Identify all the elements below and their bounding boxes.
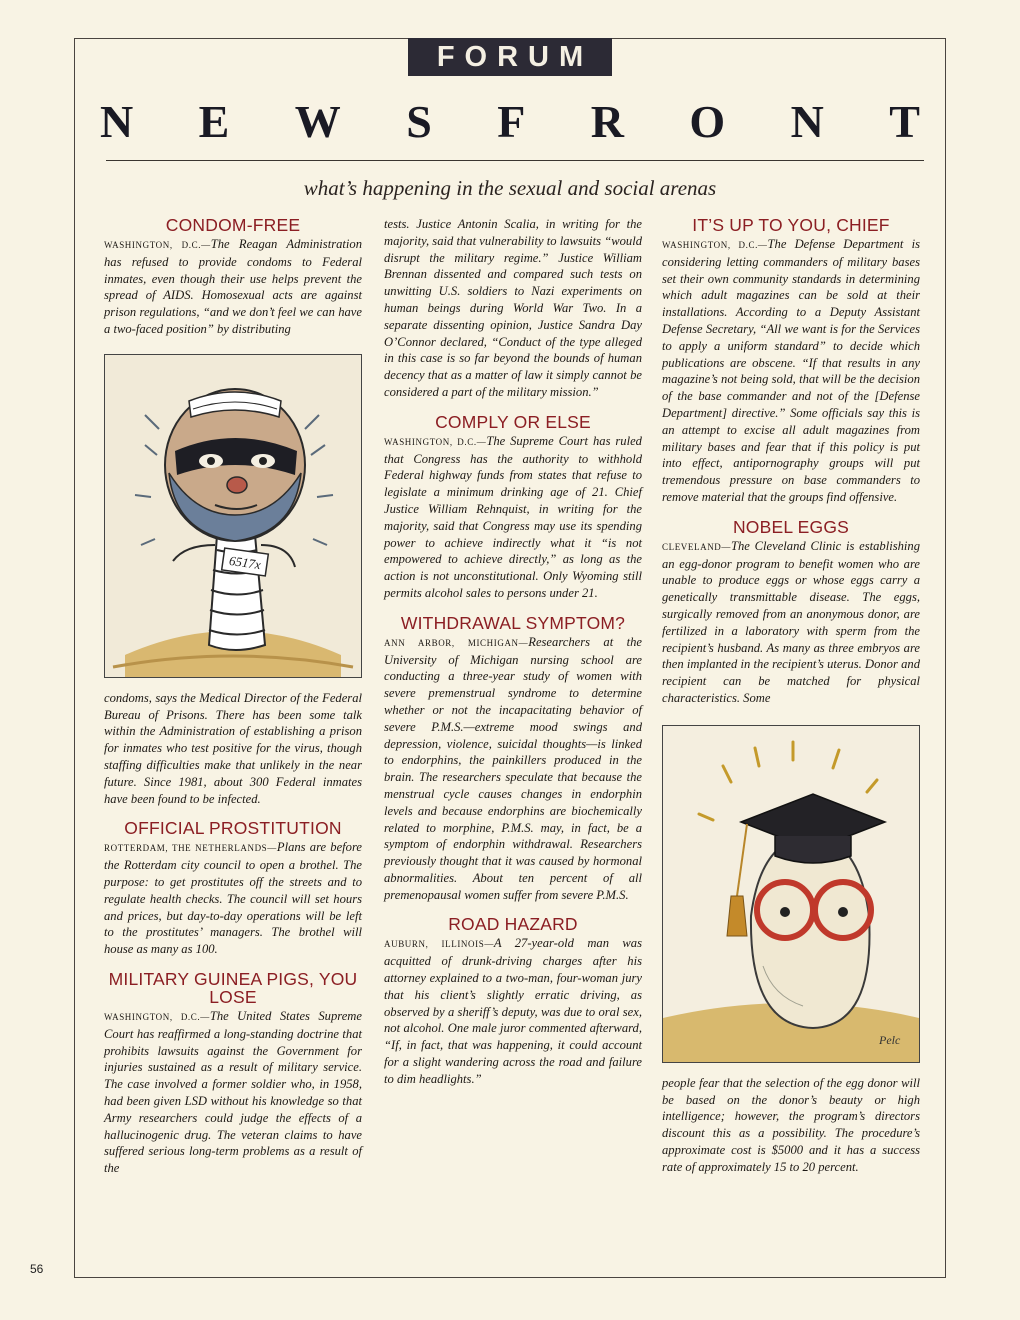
article-body: [104, 1008, 362, 1177]
article-headline: MILITARY GUINEA PIGS, YOU LOSE: [108, 968, 358, 1007]
article-text: The Cleveland Clinic is establishing an egg-donor program to benefit women who are unable to produce eggs or whose eggs carry a genetically transmittable disease. The eggs, surgically removed from an anonymous donor, are fertilized in a laboratory with sperm from the recipient’s husband. As many as three embryos are then implanted in the recipient’s uterus. Donor and recipient can be matched for physical characteristics. Some: [662, 538, 920, 705]
masthead-letter: N: [790, 96, 824, 147]
article-dateline: ANN ARBOR, MICHIGAN—: [384, 637, 529, 648]
article-nobel-eggs-continued: [662, 1075, 920, 1176]
section-badge: FORUM: [408, 38, 612, 76]
article-headline: COMPLY OR ELSE: [435, 411, 591, 432]
masthead-letter: O: [689, 96, 726, 147]
artist-signature: Pelc: [879, 1032, 901, 1047]
column-2: [384, 216, 642, 1100]
article-its-up-to-you-chief: [662, 216, 920, 506]
article-headline: WITHDRAWAL SYMPTOM?: [400, 612, 626, 633]
article-text: The Supreme Court has ruled that Congress has the authority to withhold Federal highway funds from states that refuse to legislate a minimum drinking age of 21. Chief Justice William Rehnquist, in writing for the majority, said that Congress may use its spending power to achieve indirectly what it “is not empowered to achieve directly,” as long as the action is not unconstitutional. Only Wyoming still permits alcohol sales to persons under 21.: [384, 433, 642, 600]
article-condom-free: [104, 216, 362, 338]
article-body: [384, 935, 642, 1087]
article-dateline: WASHINGTON, D.C.—: [384, 436, 487, 447]
article-headline: CONDOM-FREE: [165, 215, 301, 235]
article-dateline: ROTTERDAM, THE NETHERLANDS—: [104, 843, 277, 854]
article-dateline: AUBURN, ILLINOIS—: [384, 939, 494, 950]
egg-drawing: [663, 726, 919, 1062]
article-condom-free-continued: [104, 690, 362, 808]
column-1: [104, 216, 362, 1189]
article-text: The United States Supreme Court has reaffirmed a long-standing doctrine that prohibits lawsuits against the Government for injuries sustained as a result of military service. The case involved a former soldier who, in 1958, had been given LSD without his knowledge so that Army researchers could judge the effects of a hallucinogenic drug. The veteran claims to have suffered serious long-term problems as a result of the: [104, 1008, 362, 1176]
article-text: The Reagan Administration has refused to provide condoms to Federal inmates, even though their use helps prevent the spread of AIDS. Homosexual acts are against prison regulations, “and we don’t feel we can have a two-faced position” by distributing: [104, 237, 362, 336]
egg-illustration: [662, 725, 920, 1063]
article-text: Plans are before the Rotterdam city council to open a brothel. The purpose: to get prostitutes off the streets and to regulate health checks. The council will set hours and prices, but day-to-day operations will be left to the prostitutes’ managers. The brothel will house as many as 100.: [104, 840, 363, 957]
article-dateline: CLEVELAND—: [662, 541, 731, 552]
article-text: A 27-year-old man was acquitted of drunk-driving charges after his attorney explained to a two-man, four-woman jury that his client’s slightly erratic driving, as observed by a sheriff’s deputy, was due to oral sex, not alcohol. One male juror commented afterward, “If, in fact, that was happening, it could account for a slight wandering across the road and failure to dim headlights.”: [384, 936, 642, 1086]
article-headline: OFFICIAL PROSTITUTION: [124, 818, 342, 839]
article-text: The Defense Department is considering letting commanders of military bases set their own community standards in determining which adult magazines can be sold at their installations. According to a Deputy Assistant Defense Secretary, “All we want is for the Services to apply a uniform standard” to decide which publications are obscene. “If that results in any magazine’s not being sold, that will be the decision of the base commander and not of the [Defense Department] directive.” Some officials say this is an attempt to excise all adult magazines from military bases and fear that if this policy is put into effect, antipornography groups will put tremendous pressure on base commanders to remove material that the groups find offensive.: [662, 237, 920, 504]
article-comply-or-else: [384, 413, 642, 602]
masthead-title: [100, 92, 920, 152]
article-text: condoms, says the Medical Director of the Federal Bureau of Prisons. There has been some talk within the Administration of establishing a prison for inmates who test positive for the virus, though staffing difficulties make that unlikely in the near future. Since 1981, about 300 Federal inmates have been found to be infected.: [104, 690, 362, 806]
article-military-guinea-pigs-continued: [384, 216, 642, 401]
article-text: people fear that the selection of the egg donor will be based on the donor’s beauty or high intelligence; however, the program’s directors discount this as a possibility. The procedure’s approximate cost is $5000 and it has a success rate of approximately 15 to 20 percent.: [662, 1075, 920, 1174]
article-headline: NOBEL EGGS: [732, 516, 850, 537]
masthead-letter: S: [406, 96, 432, 147]
masthead-letter: W: [294, 96, 341, 147]
article-body: [662, 538, 920, 707]
masthead-letter: F: [497, 96, 526, 147]
article-road-hazard: [384, 915, 642, 1087]
article-headline: IT’S UP TO YOU, CHIEF: [692, 215, 890, 235]
article-body: [384, 634, 642, 904]
prisoner-drawing: [105, 355, 361, 677]
masthead-letter: T: [889, 96, 920, 147]
masthead-letter: E: [198, 96, 230, 147]
article-text: Researchers at the University of Michigan nursing school are conducting a three-year study of women with severe premenstrual syndrome to determine whether or not the incapacitating behavior of severe P.M.S.—extreme mood swings and depression, violence, suicidal thoughts—is linked to endorphins, the painkillers produced in the brain. The researchers speculate that because the menstrual cycle causes changes in endorphin levels and because endorphins are biochemically related to morphine, P.M.S. may, in fact, be a symptom of endorphin withdrawal. Researchers previously thought that it was caused by hormonal abnormalities. About ten percent of all premenopausal women suffer from severe P.M.S.: [384, 634, 642, 902]
article-headline: ROAD HAZARD: [448, 914, 578, 935]
prisoner-badge-number: 6517x: [228, 552, 262, 572]
page-number: 56: [30, 1262, 44, 1276]
tagline: what’s happening in the sexual and social arenas: [303, 176, 717, 200]
masthead-rule: [106, 160, 924, 161]
article-nobel-eggs: [662, 518, 920, 707]
article-text: tests. Justice Antonin Scalia, in writing for the majority, said that vulnerability to lawsuits “would disrupt the military regime.” Justice William Brennan dissented and compared such tests on unwitting U.S. soldiers to Nazi experiments on human beings during World War Two. In a separate dissenting opinion, Justice Sandra Day O’Connor declared, “Conduct of the type alleged in this case is so far beyond the bounds of human decency that as a matter of law it simply cannot be considered a part of the military mission.”: [384, 217, 642, 399]
article-withdrawal-symptom: [384, 614, 642, 904]
article-military-guinea-pigs: [104, 970, 362, 1177]
article-body: [104, 839, 362, 958]
article-dateline: WASHINGTON, D.C.—: [662, 240, 768, 250]
article-body: [104, 236, 362, 338]
masthead-letter: N: [100, 96, 134, 147]
article-body: [384, 433, 642, 602]
column-3: [662, 216, 920, 1188]
article-official-prostitution: [104, 819, 362, 958]
article-dateline: WASHINGTON, D.C.—: [104, 240, 211, 250]
masthead-letter: R: [590, 96, 624, 147]
article-dateline: WASHINGTON, D.C.—: [104, 1011, 210, 1022]
prisoner-illustration: [104, 354, 362, 678]
article-body: [662, 236, 920, 506]
